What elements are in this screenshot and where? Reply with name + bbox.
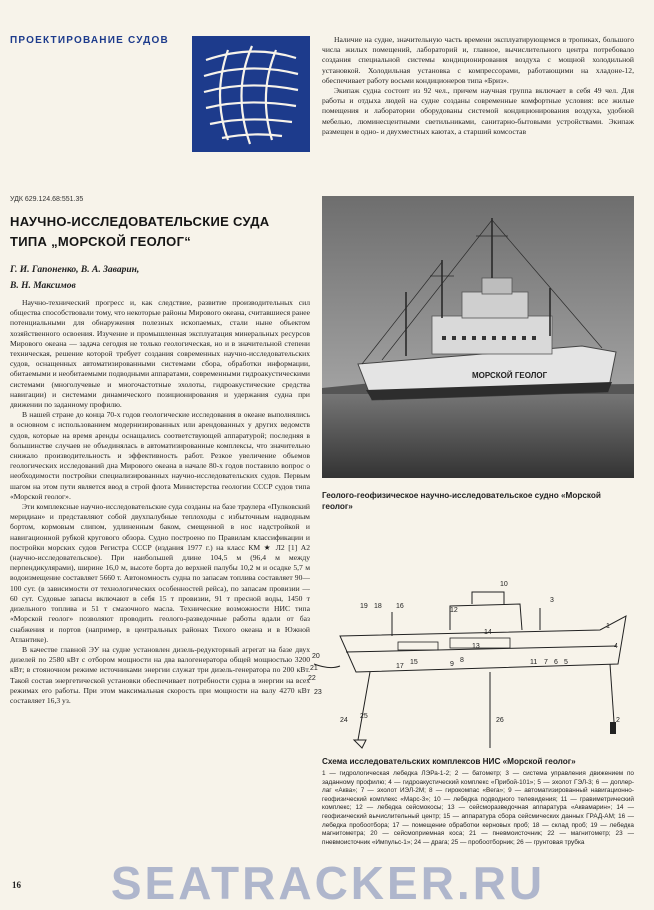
article-title — [10, 212, 310, 252]
article-authors — [10, 262, 310, 294]
research-complex-diagram — [300, 572, 646, 754]
diagram-caption: Схема исследовательских комплексов НИС «Морской геолог» — [322, 757, 576, 766]
ship-lines-logo — [192, 36, 310, 152]
diagram-callout-16: 16 — [396, 603, 404, 610]
diagram-callout-13: 13 — [472, 643, 480, 650]
diagram-callout-17: 17 — [396, 663, 404, 670]
paragraph: Научно-технический прогресс и, как следствие, развитие производительных сил общества способствовали тому, что некоторые районы Мирового океана, считавшиеся ранее потенциальными для обнаружения полезных ископаемых, стали ныне объектом хозяйственного освоения. Изучение и промышленная эксплуатация минеральных ресурсов Мирового океана — задача сегодня не только геологическая, но и в значительной степени техническая, решение которой требует создания современных научно-исследовательских судов, оснащенных автоматизированными системами сбора, обработки информации, обитаемыми и необитаемыми подводными аппаратами, современными гидроакустическими системами (многолучевые и многочастотные эхолоты, гидроакустические средства навигации) и системами динамического позиционирования и удержания судна при движении по заданному профилю. — [10, 298, 310, 410]
diagram-callout-2: 2 — [616, 717, 620, 724]
paragraph: В качестве главной ЭУ на судне установлен дизель-редукторный агрегат на базе двух дизелей по 2580 кВт с отбором мощности на два валогенератора общей мощностью 3200 кВт; в стояночном режиме источниками энергии служат три дизель-генератора по 200 кВт. Такой состав энергетической установки обеспечивает потребности судна в энергии на всех режимах его работы. При этом максимальная скорость при мощности на валу 4270 кВт составляет 16,3 уз. — [10, 644, 310, 705]
section-header: ПРОЕКТИРОВАНИЕ СУДОВ — [10, 35, 169, 46]
paragraph: Наличие на судне, значительную часть времени эксплуатирующемся в тропиках, большого числа жилых помещений, лабораторий и, главное, вычислительного центра потребовало создания специальной системы кондиционирования воздуха с мощной холодильной установкой. Холодильная установка с компрессорами, работающими на хладоне-12, обеспечивает работу восьми кондиционеров типа «Бриз». — [322, 35, 634, 85]
diagram-callout-1: 1 — [606, 623, 610, 630]
diagram-callout-5: 5 — [564, 659, 568, 666]
authors-line-1: Г. И. Гапоненко, В. А. Заварин, — [10, 265, 140, 275]
diagram-callout-9: 9 — [450, 661, 454, 668]
diagram-callout-3: 3 — [550, 597, 554, 604]
diagram-callout-26: 26 — [496, 717, 504, 724]
diagram-callout-24: 24 — [340, 717, 348, 724]
ship-photo — [322, 196, 634, 478]
title-line-2: ТИПА „МОРСКОЙ ГЕОЛОГ“ — [10, 234, 192, 249]
udk-code: УДК 629.124.68:551.35 — [10, 196, 84, 203]
diagram-callout-6: 6 — [554, 659, 558, 666]
diagram-callout-4: 4 — [614, 643, 618, 650]
diagram-callout-20: 20 — [312, 653, 320, 660]
photo-caption: Геолого-геофизическое научно-исследовательское судно «Морской геолог» — [322, 491, 601, 511]
diagram-callout-18: 18 — [374, 603, 382, 610]
page-number: 16 — [12, 880, 21, 890]
diagram-callout-12: 12 — [450, 607, 458, 614]
paragraph: Эти комплексные научно-исследовательские суда созданы на базе траулера «Пулковский меридиан» и представляют собой двухпалубные теплоходы с избыточным надводным бортом, кормовым слипом, удлиненным баком, смещенной в нос надстройкой и навигационной рубкой кругового обзора. Судно построено по Правилам классификации и постройки морских судов Регистра СССР (издания 1977 г.) на класс КМ ★ Л2 [1] А2 (научно-исследовательское). При наибольшей длине 104,5 м (96,4 м между перпендикулярами), ширине 16,0 м, высоте борта до верхней палубы 10,2 м и осадке 5,7 м водоизмещение составляет 5660 т. Автономность судна по запасам топлива составляет 90—100 сут. (в зависимости от технологических особенностей рейса), по запасам провизии — 60 сут. Судовые запасы включают в себя 15 т провизии, 91 т пресной воды, 1450 т дизельного топлива и 51 т смазочного масла. Технические возможности НИС типа «Морской геолог» позволяют проводить геолого-разведочные работы вдали от баз снабжения и портов (например, в центральных районах Тихого океана и в Южной Атлантике). — [10, 502, 310, 644]
diagram-callout-25: 25 — [360, 713, 368, 720]
diagram-callout-19: 19 — [360, 603, 368, 610]
diagram-callout-11: 11 — [530, 659, 538, 666]
diagram-callout-15: 15 — [410, 659, 418, 666]
ship-hull-name: МОРСКОЙ ГЕОЛОГ — [472, 371, 548, 380]
diagram-callout-7: 7 — [544, 659, 548, 666]
left-column-text — [10, 298, 310, 894]
right-column-text — [322, 35, 634, 193]
diagram-callout-21: 21 — [310, 665, 318, 672]
diagram-callout-22: 22 — [308, 675, 316, 682]
title-line-1: НАУЧНО-ИССЛЕДОВАТЕЛЬСКИЕ СУДА — [10, 214, 270, 229]
paragraph: В нашей стране до конца 70-х годов геологические исследования в океане выполнялись в основном с использованием модернизированных или арендованных у других ведомств судов, которые на время аренды оснащались соответствующей аппаратурой; последняя в большинстве случаев не объединялась в автоматизированные комплексы, что значительно снижало производительность и эффективность работ. Резкое увеличение объемов геологических исследований дна Мирового океана в начале 80-х годов поставило вопрос о необходимости постройки специализированных научно-исследовательских судов. Первым шагом на этом пути является ввод в строй флота Министерства геологии СССР судов типа «Морской геолог». — [10, 410, 310, 501]
authors-line-2: В. Н. Максимов — [10, 281, 76, 291]
diagram-callout-14: 14 — [484, 629, 492, 636]
diagram-legend: 1 — гидрологическая лебедка ЛЭРа-1-2; 2 — батометр; 3 — система управления движением по заданному профилю; 4 — гидроакустический комплекс «Прибой-101»; 5 — эхолот ГЭЛ-3; 6 — доплер-лаг «Аква»; 7 — эхолот ИЭЛ-2М; 8 — гирокомпас «Вега»; 9 — автоматизированный навигационно-геофизический комплекс «Марс-3»; 10 — лебедка подводного телевидения; 11 — гравиметрический комплекс; 12 — лебедка сейсмокосы; 13 — сейсморазведочная аппаратура «Аквамарин»; 14 — геофизический вычислительный центр; 15 — аппаратура сбора сейсмических данных ГРАД-АМ; 16 — лебедка пробоотбора; 17 — помещение обработки керновых проб; 18 — склад проб; 19 — лебедка магнитометра; 20 — сейсмоприемная коса; 21 — пневмоисточник; 22 — магнитометр; 23 — пневмоисточник «Импульс-1»; 24 — драга; 25 — пробоотборник; 26 — грунтовая трубка — [322, 770, 634, 846]
diagram-callout-8: 8 — [460, 657, 464, 664]
diagram-callout-23: 23 — [314, 689, 322, 696]
watermark: SEATRACKER.RU — [110, 857, 546, 909]
diagram-callout-10: 10 — [500, 581, 508, 588]
paragraph: Экипаж судна состоит из 92 чел., причем научная группа включает в себя 49 чел. Для работы и отдыха людей на судне созданы современные комфортные условия: все жилые помещения и лаборатории оборудованы системой кондиционирования воздуха, удобной мебелью, люминесцентными светильниками, санитарно-бытовыми устройствами. Экипаж размещен в одно- и двухместных каютах, а старший комсостав — [322, 86, 634, 136]
